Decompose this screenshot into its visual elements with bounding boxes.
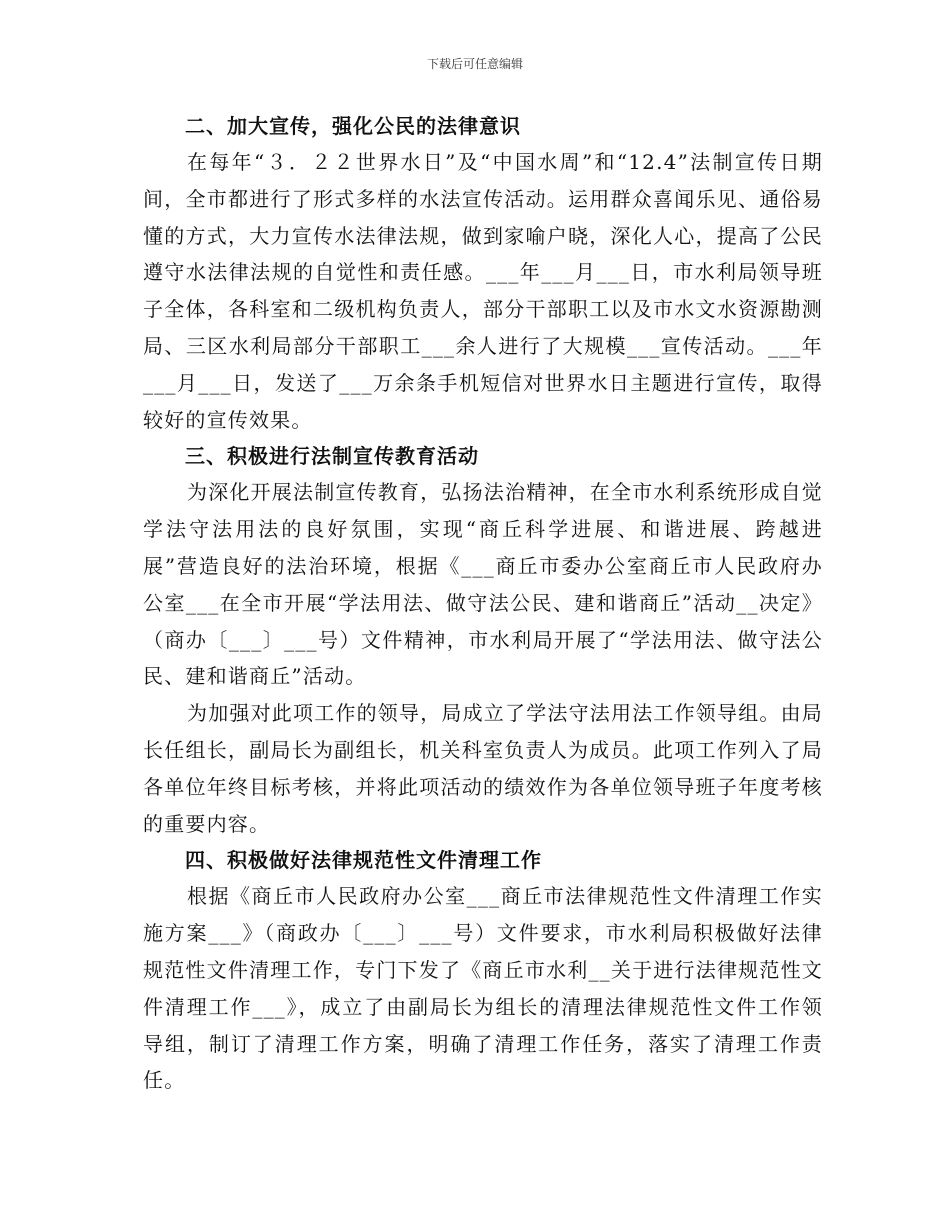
section-document-cleanup	[143, 842, 823, 1099]
section-legal-education	[143, 438, 823, 842]
section-paragraph: 根据《商丘市人民政府办公室___商丘市法律规范性文件清理工作实施方案___》（商政办〔___〕___号）文件要求，市水利局积极做好法律规范性文件清理工作，专门下发了《商丘市水利__关于进行法律规范性文件清理工作___》，成立了由副局长为组长的清理法律规范性文件工作领导组，制订了清理工作方案，明确了清理工作任务，落实了清理工作责任。	[143, 884, 823, 1093]
document-body	[143, 108, 823, 1099]
section-paragraph: 为加强对此项工作的领导，局成立了学法守法用法工作领导组。由局长任组长，副局长为副组长，机关科室负责人为成员。此项工作列入了局各单位年终目标考核，并将此项活动的绩效作为各单位领导班子年度考核的重要内容。	[143, 701, 823, 836]
section-heading: 四、积极做好法律规范性文件清理工作	[185, 848, 542, 873]
section-paragraph: 为深化开展法制宣传教育，弘扬法治精神，在全市水利系统形成自觉学法守法用法的良好氛围，实现“商丘科学进展、和谐进展、跨越进展”营造良好的法治环境，根据《___商丘市委办公室商丘市人民政府办公室___在全市开展“学法用法、做守法公民、建和谐商丘”活动__决定》（商办〔___〕___号）文件精神，市水利局开展了“学法用法、做守法公民、建和谐商丘”活动。	[143, 480, 823, 689]
section-heading: 三、积极进行法制宣传教育活动	[185, 444, 479, 469]
page-header-note: 下载后可任意编辑	[426, 57, 523, 71]
section-heading: 二、加大宣传，强化公民的法律意识	[185, 114, 521, 138]
section-paragraph: 在每年“３．２２世界水日”及“中国水周”和“12.4”法制宣传日期间，全市都进行了形式多样的水法宣传活动。运用群众喜闻乐见、通俗易懂的方式，大力宣传水法律法规，做到家喻户晓，深化人心，提高了公民遵守水法律法规的自觉性和责任感。___年___月___日，市水利局领导班子全体，各科室和二级机构负责人，部分干部职工以及市水文水资源勘测局、三区水利局部分干部职工___余人进行了大规模___宣传活动。___年___月___日，发送了___万余条手机短信对世界水日主题进行宣传，取得较好的宣传效果。	[143, 150, 823, 432]
section-publicity	[143, 108, 823, 438]
